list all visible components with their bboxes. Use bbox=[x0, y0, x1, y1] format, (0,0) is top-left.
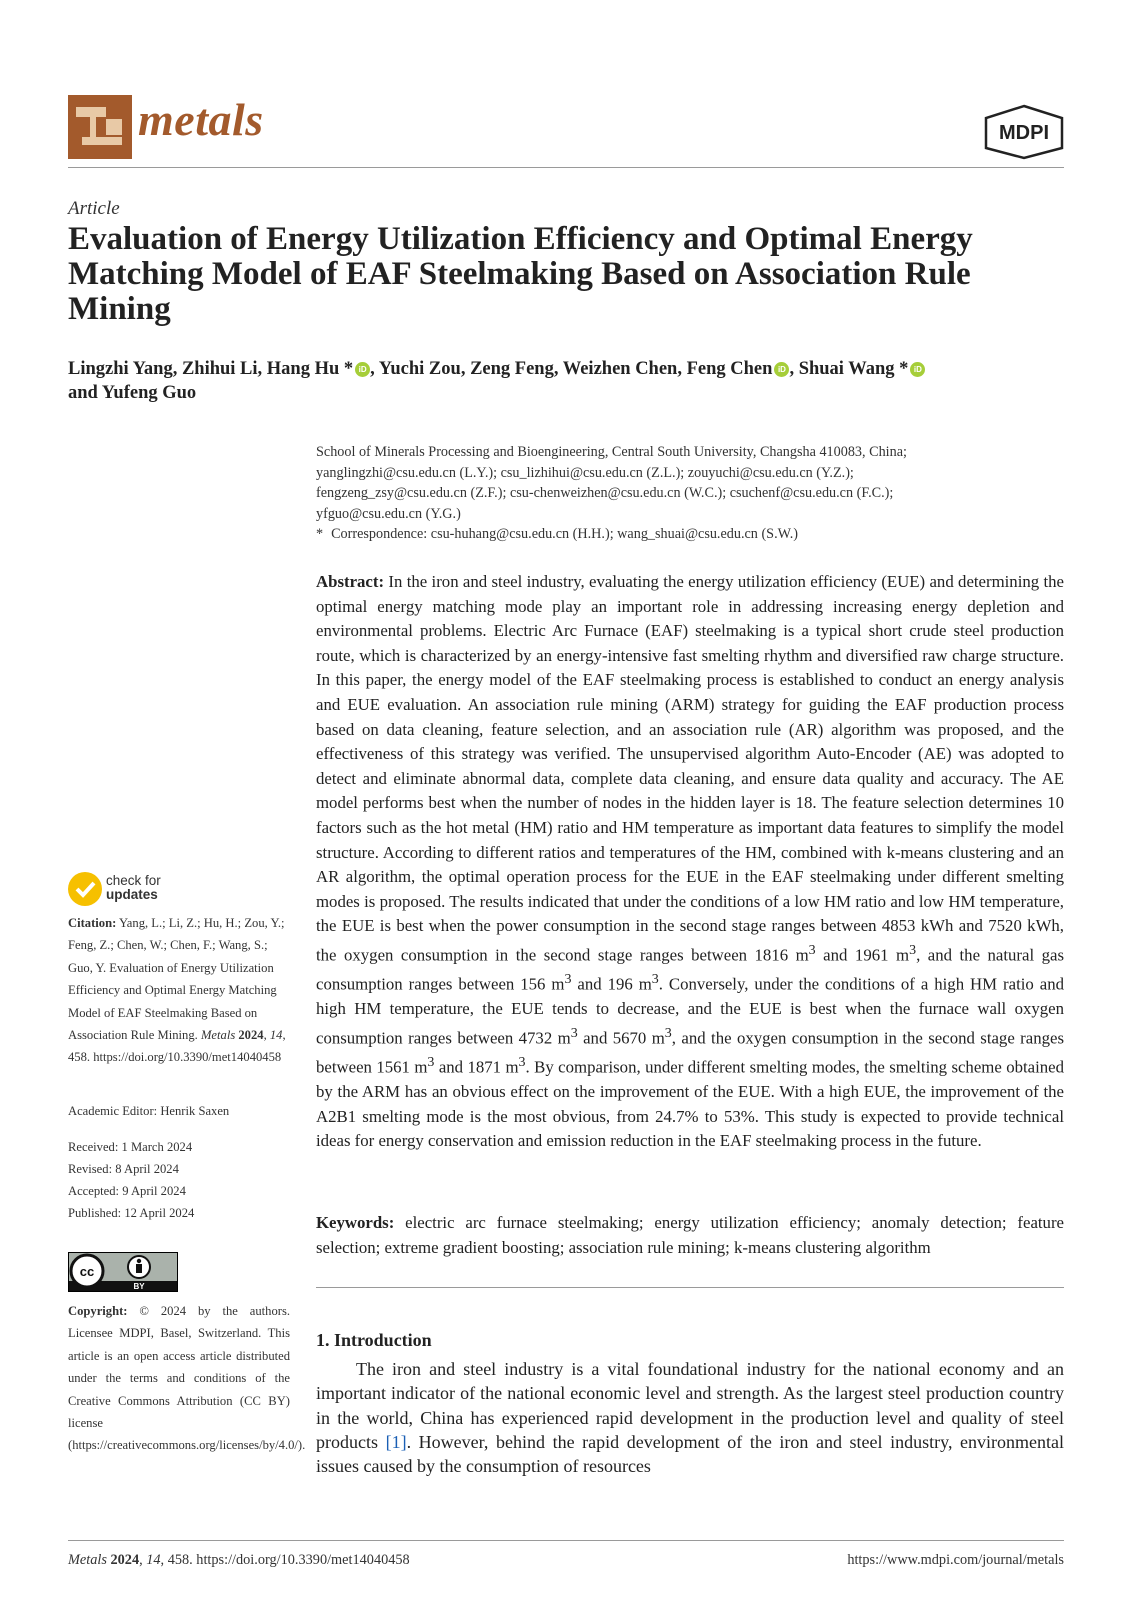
introduction-text bbox=[316, 1357, 1064, 1478]
cc-by-text: BY bbox=[133, 1282, 145, 1291]
authors-part-3: , Shuai Wang * bbox=[789, 359, 909, 379]
superscript: 3 bbox=[664, 1025, 672, 1041]
orcid-icon[interactable]: iD bbox=[774, 362, 789, 377]
footer-divider bbox=[68, 1540, 1064, 1541]
abstract-text: , and the natural gas consumption ranges between 156 m bbox=[316, 945, 1064, 994]
citation-block: Citation: Yang, L.; Li, Z.; Hu, H.; Zou, Y.; Feng, Z.; Chen, W.; Chen, F.; Wang, S.; Guo, Y. Evaluation of Energy Utilization Efficiency and Optimal Energy Matching Model of EAF Steelmaking Based on Association Rule Mining. Metals 2024, 14, 458. https://doi.org/10.3390/met14040458 bbox=[68, 916, 286, 1065]
check-for-updates-icon[interactable] bbox=[68, 872, 102, 906]
citation-journal: Metals bbox=[200, 1028, 236, 1043]
date-received: Received: 1 March 2024 bbox=[68, 1140, 193, 1154]
footer-journal: Metals bbox=[68, 1552, 107, 1568]
section-heading-introduction: 1. Introduction bbox=[316, 1330, 432, 1350]
correspondence-star: * bbox=[316, 526, 324, 542]
check-for-updates-button[interactable] bbox=[106, 874, 161, 902]
footer-volume: 14 bbox=[146, 1552, 161, 1568]
authors-part-4: and Yufeng Guo bbox=[68, 383, 197, 403]
citation-year: 2024 bbox=[238, 1028, 264, 1043]
affiliation-emails-3: yfguo@csu.edu.cn (Y.G.) bbox=[316, 505, 461, 522]
orcid-icon[interactable]: iD bbox=[355, 362, 370, 377]
correspondence bbox=[316, 524, 1076, 545]
superscript: 3 bbox=[909, 942, 917, 958]
date-accepted: Accepted: 9 April 2024 bbox=[68, 1184, 186, 1198]
footer-year: 2024 bbox=[110, 1552, 140, 1568]
superscript: 3 bbox=[651, 972, 659, 988]
abstract-text: In the iron and steel industry, evaluating the energy utilization efficiency (EUE) and determining the optimal energy matching mode play an important role in addressing increasing energy depletion and environmental problems. Electric Arc Furnace (EAF) steelmaking is a typical short crude steel production route, which is characterized by an energy-intensive fast smelting rhythm and diversified raw charge structure. In this paper, the energy model of the EAF steelmaking process is established to conduct an energy analysis and EUE evaluation. An association rule mining (ARM) strategy for guiding the EAF production process based on data cleaning, feature selection, and an association rule (AR) algorithm was proposed, and the effectiveness of this strategy was verified. The unsupervised algorithm Auto-Encoder (AE) was adopted to detect and eliminate abnormal data, complete data cleaning, and ensure data quality and accuracy. The AE model performs best when the number of nodes in the hidden layer is 18. The feature selection determines 10 factors such as the hot metal (HM) ratio and HM temperature as important data features to simplify the model structure. According to different ratios and temperatures of the HM, combined with k-means clustering and an AR algorithm, the optimal operation process for the EUE in the EAF steelmaking under different smelting modes is proposed. The results indicated that under the conditions of a low HM ratio and low HM temperature, the EUE is best when the power consumption in the second stage ranges between 4853 kWh and 7520 kWh, the oxygen consumption in the second stage ranges between 1816 m bbox=[316, 572, 1064, 965]
correspondence-text: Correspondence: csu-huhang@csu.edu.cn (H.H.); wang_shuai@csu.edu.cn (S.W.) bbox=[331, 526, 798, 542]
abstract-label: Abstract: bbox=[316, 572, 385, 591]
abstract-text: and 1871 m bbox=[434, 1057, 519, 1077]
check-line-1: check for bbox=[106, 873, 161, 888]
journal-logo-icon bbox=[68, 95, 132, 159]
superscript: 3 bbox=[518, 1055, 526, 1071]
orcid-icon[interactable]: iD bbox=[910, 362, 925, 377]
mdpi-logo-text: MDPI bbox=[999, 122, 1049, 144]
journal-name: metals bbox=[138, 94, 264, 145]
affiliations bbox=[316, 442, 1076, 545]
copyright-text: © 2024 by the authors. Licensee MDPI, Basel, Switzerland. This article is an open access article distributed under the terms and conditions of the Creative Commons Attribution (CC BY) license (https://creativecommons.org/licenses/by/4.0/). bbox=[68, 1304, 306, 1453]
citation-volume: 14 bbox=[269, 1028, 283, 1043]
copyright-block bbox=[68, 1300, 306, 1457]
affiliation-emails-2: fengzeng_zsy@csu.edu.cn (Z.F.); csu-chenweizhen@csu.edu.cn (W.C.); csuchenf@csu.edu.cn (F.C.); bbox=[316, 485, 894, 501]
intro-text-a: The iron and steel industry is a vital foundational industry for the national economy and an important indicator of the national economic level and strength. As the largest steel production country in the world, China has experienced rapid development in the production level and quality of steel products bbox=[316, 1359, 1064, 1452]
keywords-label: Keywords: bbox=[316, 1213, 395, 1232]
abstract-text: and 1961 m bbox=[815, 945, 910, 965]
academic-editor: Academic Editor: Henrik Saxen bbox=[68, 1104, 230, 1118]
superscript: 3 bbox=[427, 1055, 435, 1071]
section-divider bbox=[316, 1287, 1064, 1288]
header-divider bbox=[68, 167, 1064, 168]
cc-by-license-icon[interactable] bbox=[68, 1252, 178, 1292]
article-type: Article bbox=[68, 198, 120, 219]
citation-pages: , 458. bbox=[68, 1028, 286, 1065]
abstract-text: and 5670 m bbox=[577, 1028, 665, 1048]
keywords-text: electric arc furnace steelmaking; energy utilization efficiency; anomaly detection; feature selection; extreme gradient boosting; association rule mining; k-means clustering algorithm bbox=[316, 1213, 1064, 1257]
copyright-label: Copyright: bbox=[68, 1304, 128, 1318]
abstract-text: . By comparison, under different smelting modes, the smelting scheme obtained by the ARM has an obvious effect on the improvement of the EUE. With a high EUE, the improvement of the A2B1 smelting mode is the most obvious, from 24.7% to 53%. This study is expected to provide technical ideas for energy conservation and emission reduction in the EAF steelmaking process in the future. bbox=[316, 1057, 1064, 1151]
footer-doi[interactable]: , 458. https://doi.org/10.3390/met14040458 bbox=[160, 1552, 410, 1568]
abstract-text: and 196 m bbox=[571, 974, 652, 994]
superscript: 3 bbox=[570, 1025, 578, 1041]
affiliation-emails-1: yanglingzhi@csu.edu.cn (L.Y.); csu_lizhihui@csu.edu.cn (Z.L.); zouyuchi@csu.edu.cn (Y.Z.); bbox=[316, 464, 854, 481]
abstract-text: . Conversely, under the conditions of a high HM ratio and high HM temperature, the EUE tends to decrease, and the EUE is best when the furnace wall oxygen consumption ranges between 4732 m bbox=[316, 974, 1064, 1048]
article-title: Evaluation of Energy Utilization Efficiency and Optimal Energy Matching Model of EAF Steelmaking Based on Association Rule Mining bbox=[68, 221, 973, 327]
footer-citation: Metals 2024, 14, 458. https://doi.org/10.3390/met14040458 bbox=[68, 1552, 410, 1568]
citation-label: Citation: bbox=[68, 916, 117, 930]
citation-text: Yang, L.; Li, Z.; Hu, H.; Zou, Y.; Feng, Z.; Chen, W.; Chen, F.; Wang, S.; Guo, Y. Evaluation of Energy Utilization Efficiency and Optimal Energy Matching Model of EAF Steelmaking Based on Association Rule Mining. bbox=[68, 916, 285, 1043]
date-published: Published: 12 April 2024 bbox=[68, 1206, 195, 1220]
author-list bbox=[68, 357, 1048, 405]
affiliation-school: School of Minerals Processing and Bioengineering, Central South University, Changsha 410083, China; bbox=[316, 444, 907, 460]
abstract bbox=[316, 570, 1064, 1154]
superscript: 3 bbox=[564, 972, 572, 988]
date-revised: Revised: 8 April 2024 bbox=[68, 1162, 179, 1176]
cc-text: cc bbox=[79, 1264, 95, 1279]
citation-doi-link[interactable]: https://doi.org/10.3390/met14040458 bbox=[93, 1050, 282, 1065]
authors-part-2: , Yuchi Zou, Zeng Feng, Weizhen Chen, Feng Chen bbox=[370, 359, 773, 379]
keywords bbox=[316, 1211, 1064, 1260]
citation-link[interactable]: [1] bbox=[385, 1431, 407, 1452]
abstract-text: , and the oxygen consumption in the second stage ranges between 1561 m bbox=[316, 1028, 1064, 1077]
superscript: 3 bbox=[808, 942, 816, 958]
mdpi-logo-icon bbox=[982, 104, 1066, 160]
authors-part-1: Lingzhi Yang, Zhihui Li, Hang Hu * bbox=[68, 359, 354, 379]
footer-journal-url[interactable]: https://www.mdpi.com/journal/metals bbox=[847, 1552, 1064, 1568]
check-line-2: updates bbox=[106, 887, 158, 902]
intro-text-b: . However, behind the rapid development of the iron and steel industry, environmental issues caused by the consumption of resources bbox=[316, 1431, 1064, 1477]
